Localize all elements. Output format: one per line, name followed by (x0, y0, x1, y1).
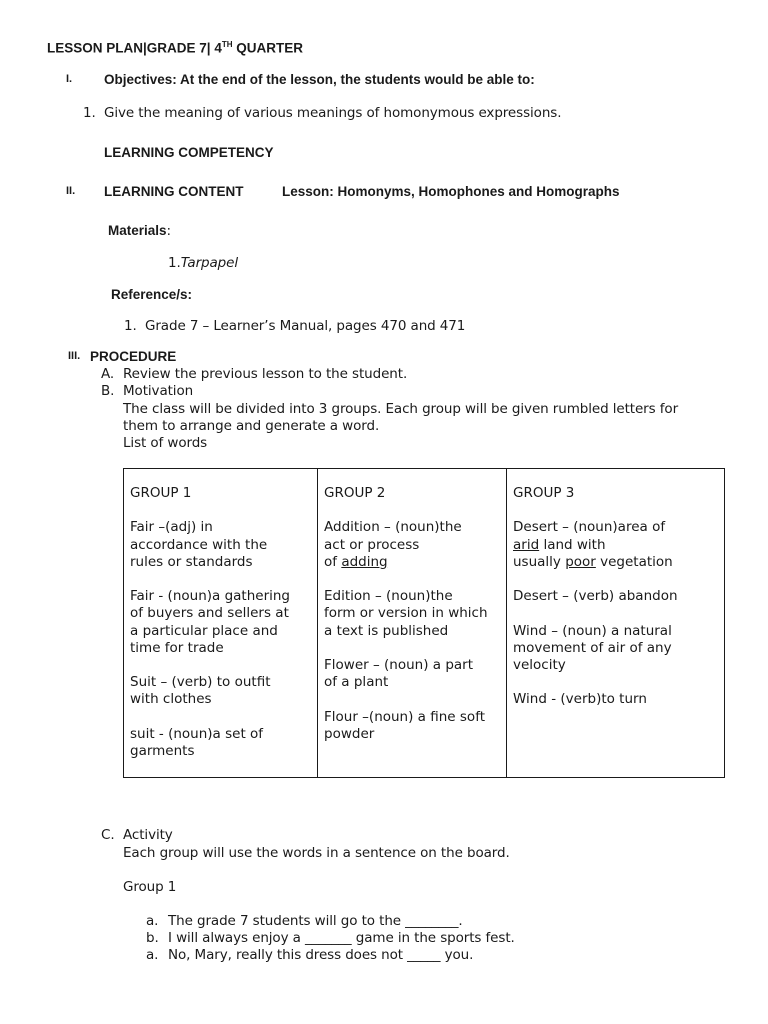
underlined-word: adding (341, 553, 388, 570)
group-1-entry: Fair - (noun)a gathering of buyers and sellers at a particular place and time for trade (130, 588, 291, 656)
group-3-entry: Desert – (verb) abandon (513, 588, 678, 605)
reference-number: 1. (124, 318, 137, 334)
group-3-entry: Wind – (noun) a natural movement of air of any velocity (513, 622, 672, 673)
item-b-text: Motivation (123, 383, 194, 399)
group-2-entry: Edition – (noun)the form or version in which a text is published (324, 588, 488, 639)
group-1-header: GROUP 1 (130, 485, 192, 501)
materials-label: Materials: (108, 223, 171, 239)
item-c-text: Activity (123, 827, 173, 843)
motivation-desc-1: The class will be divided into 3 groups. Each group will be given rumbled letters for (123, 401, 679, 417)
group-1-cell (124, 469, 318, 778)
lesson-title: Lesson: Homonyms, Homophones and Homographs (282, 184, 620, 199)
activity-desc: Each group will use the words in a sentence on the board. (123, 845, 510, 861)
group-2-entry: Addition – (noun)the act or process of adding (324, 519, 462, 570)
reference-label: Reference/s: (111, 287, 193, 302)
page-title: LESSON PLAN|GRADE 7| 4TH QUARTER (47, 40, 304, 56)
objectives-heading: Objectives: At the end of the lesson, the students would be able to: (104, 72, 535, 87)
group-3-header: GROUP 3 (513, 485, 575, 501)
item-a-text: Review the previous lesson to the student. (123, 366, 408, 382)
word-groups-table (123, 468, 725, 778)
group-1-label: Group 1 (123, 879, 177, 895)
group-2-cell (318, 469, 507, 778)
item-c-letter: C. (101, 827, 115, 843)
section-2-numeral: II. (66, 185, 76, 197)
reference-text: Grade 7 – Learner’s Manual, pages 470 and 471 (145, 318, 466, 334)
sentence-letter: b. (146, 930, 159, 946)
group-3-entry: Desert – (noun)area of arid land with usually poor vegetation (513, 519, 673, 570)
underlined-word: poor (565, 553, 596, 570)
group-2-entry: Flower – (noun) a part of a plant (324, 656, 474, 691)
group-1-entry: Fair –(adj) in accordance with the rules or standards (130, 519, 268, 570)
sentence-letter: a. (146, 947, 159, 963)
sentence-text: No, Mary, really this dress does not _____ you. (168, 947, 474, 963)
group-3-entry: Wind - (verb)to turn (513, 691, 647, 708)
underlined-word: arid (513, 536, 540, 553)
sentence-letter: a. (146, 913, 159, 929)
section-1-numeral: I. (66, 73, 73, 85)
group-2-entry: Flour –(noun) a fine soft powder (324, 708, 485, 742)
list-of-words-label: List of words (123, 435, 208, 451)
sentence-text: The grade 7 students will go to the ________. (168, 913, 463, 929)
objective-text: Give the meaning of various meanings of homonymous expressions. (104, 105, 562, 121)
procedure-heading: PROCEDURE (90, 349, 177, 364)
section-3-numeral: III. (68, 350, 81, 362)
item-a-letter: A. (101, 366, 115, 382)
motivation-desc-2: them to arrange and generate a word. (123, 418, 380, 434)
group-2-header: GROUP 2 (324, 485, 386, 501)
title-superscript: TH (221, 40, 233, 49)
group-3-cell (507, 469, 725, 778)
group-1-entry: Suit – (verb) to outfit with clothes (130, 674, 271, 708)
table-row (124, 469, 725, 778)
item-b-letter: B. (101, 383, 115, 399)
learning-content-heading: LEARNING CONTENT (104, 184, 244, 199)
objective-number: 1. (83, 105, 96, 121)
group-1-entry: suit - (noun)a set of garments (130, 725, 264, 759)
learning-competency-heading: LEARNING COMPETENCY (104, 145, 274, 160)
material-item: 1.Tarpapel (168, 255, 239, 271)
sentence-text: I will always enjoy a _______ game in the sports fest. (168, 930, 515, 946)
